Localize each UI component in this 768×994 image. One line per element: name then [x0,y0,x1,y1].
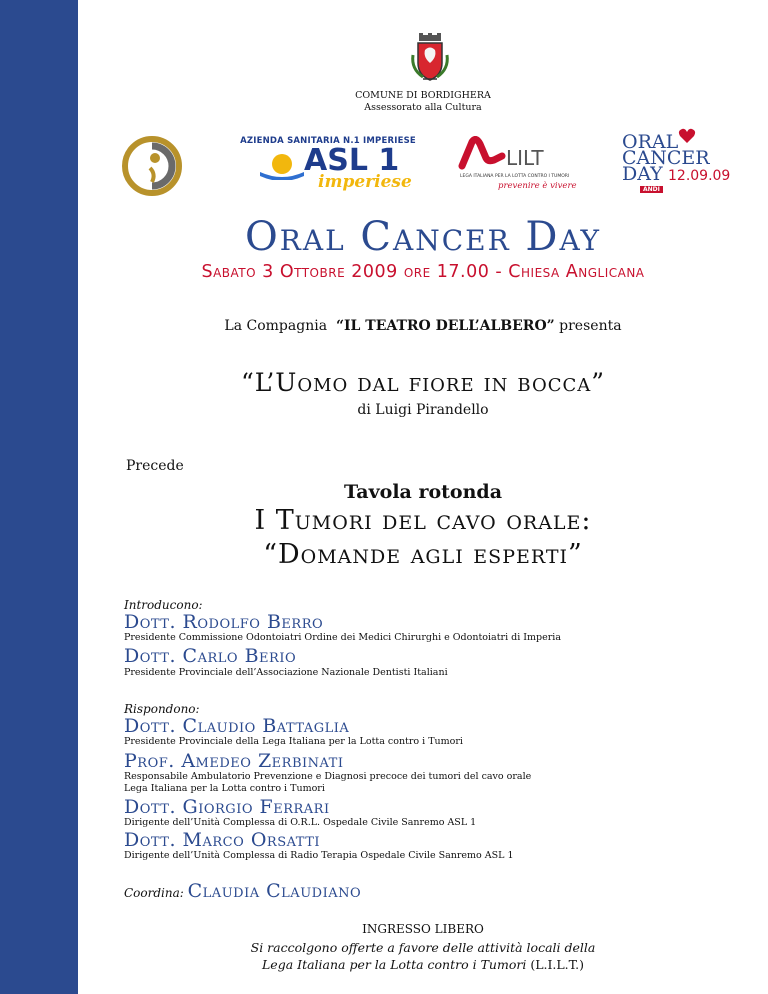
event-title: Oral Cancer Day [244,214,602,260]
donation-line2-acronym: (L.I.L.T.) [530,957,584,972]
speaker-role: Presidente Commissione Odontoiatri Ordine dei Medici Chirurghi e Odontoiatri di Imperia [124,632,561,643]
asl1-big-text: ASL 1 [304,143,400,178]
speaker-name: Dott. Marco Orsatti [124,829,320,851]
round-table-title-line2: “Domande agli esperti” [263,539,583,570]
speaker-role: Dirigente dell’Unità Complessa di Radio Terapia Ospedale Civile Sanremo ASL 1 [124,850,514,861]
sponsor-logos [78,124,768,204]
comune-header [78,90,768,114]
company-intro-suffix: presenta [559,318,622,334]
speaker-role: Presidente Provinciale della Lega Italiana per la Lotta contro i Tumori [124,736,463,747]
speaker-name: Dott. Carlo Berio [124,645,297,667]
round-table-label: Tavola rotonda [343,481,503,503]
company-name: “IL TEATRO DELL’ALBERO” [335,318,555,334]
asl1-logo [238,136,418,194]
play-author: di Luigi Pirandello [357,402,489,418]
heart-icon [678,128,696,144]
speaker-role-line2: Lega Italiana per la Lotta contro i Tumori [124,783,325,794]
lilt-name: LILT [506,146,544,170]
coordinator [124,880,361,902]
speaker-role: Dirigente dell’Unità Complessa di O.R.L. Ospedale Civile Sanremo ASL 1 [124,817,477,828]
ocd-andi-badge: ANDI [640,186,663,193]
comune-name: COMUNE DI BORDIGHERA [355,90,491,101]
precede-label: Precede [126,458,184,474]
oral-cancer-day-logo [622,128,732,202]
donation-line2-text: Lega Italiana per la Lotta contro i Tumori [262,957,527,972]
comune-department: Assessorato alla Cultura [364,102,482,113]
event-subtitle: Sabato 3 Ottobre 2009 ore 17.00 - Chiesa Anglicana [201,262,645,282]
ocd-line2: CANCER [622,147,710,169]
asl1-sun-icon [260,150,304,180]
ocd-line3: DAY [622,163,663,185]
free-entry: INGRESSO LIBERO [362,922,484,936]
introducono-label: Introducono: [124,598,203,612]
asl1-script-text: imperiese [318,172,412,192]
donation-line2 [78,956,768,973]
donation-note [78,939,768,973]
ocd-line1: ORAL [622,131,679,153]
speaker-role: Responsabile Ambulatorio Prevenzione e Diagnosi precoce dei tumori del cavo orale [124,771,532,782]
speaker-name: Prof. Amedeo Zerbinati [124,750,344,772]
rispondono-label: Rispondono: [124,702,200,716]
lilt-caption: LEGA ITALIANA PER LA LOTTA CONTRO I TUMORI [460,174,570,179]
coordinator-name: Claudia Claudiano [187,880,362,902]
andi-gold-logo-icon [122,136,182,196]
round-table-title-line1: I Tumori del cavo orale: [254,505,592,536]
sidebar-stripe [0,0,78,994]
play-title: “L’Uomo dal fiore in bocca” [240,368,606,397]
coordina-label: Coordina: [124,886,184,900]
lilt-chair-icon [458,136,506,172]
asl1-top-text: AZIENDA SANITARIA N.1 IMPERIESE [240,136,416,146]
lilt-slogan: prevenire è vivere [498,181,577,191]
comune-crest-icon [409,33,451,83]
speaker-name: Dott. Claudio Battaglia [124,715,350,737]
company-intro [78,318,768,334]
donation-line1: Si raccolgono offerte a favore delle attività locali della [250,940,596,955]
round-table-title [78,504,768,572]
company-intro-prefix: La Compagnia [224,318,328,334]
speaker-name: Dott. Giorgio Ferrari [124,796,330,818]
lilt-logo [458,136,588,196]
flyer-page [78,0,768,994]
ocd-date: 12.09.09 [668,168,731,184]
speaker-role: Presidente Provinciale dell’Associazione Nazionale Dentisti Italiani [124,667,448,678]
speaker-name: Dott. Rodolfo Berro [124,611,324,633]
